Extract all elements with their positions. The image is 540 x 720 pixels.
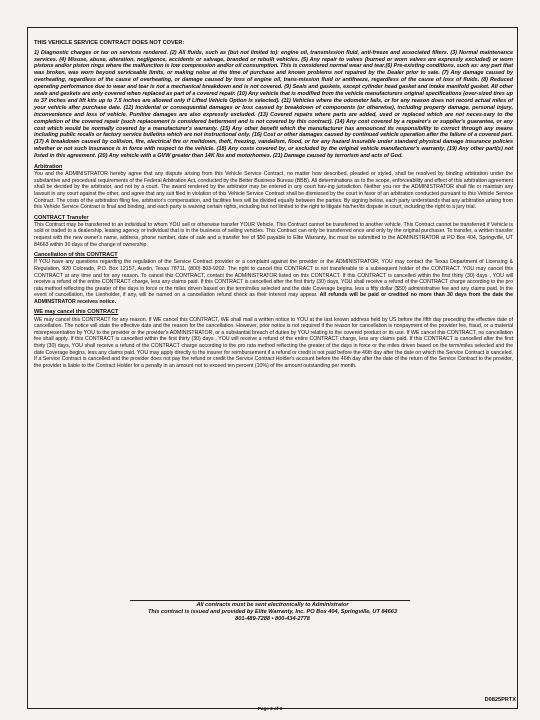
exclusions-body: 1) Diagnostic charges or tax on services rendered. (2) All fluids, such as (but not limited to): engine oil, transmission fluid, anti-freeze and associated filters. (3) Normal maintenance services. (4) Misuse, abuse, alteration, negligence, accidents or salvage, branded or rebuilt vehicles. (5) Any repair to valves (burned or worn valves are expressly excluded) or worn pistons and/or piston rings where the malfunction is low compression and/or oil consumption. This is considered normal wear and tear.(6) Pre-existing conditions, such as: any part that was broken, was worn beyond serviceable limits, or making noise at the time of purchase and known problems not repaired by the Dealer prior to sale. (7) Any damage caused by overheating, regardless of the cause of overheating, or damage caused by loss of engine oil, trans-mission fluid or antifreeze, regardless of the cause of loss of fluids. (8) Reduced operating performance due to wear and tear is not a mechanical breakdown and is not covered. (9) Seals and gaskets, except cylinder head gasket and intake manifold gasket. All other seals and gaskets are only covered when replaced as part of a covered repair. (10) Any vehicle that is modified from the vehicle manufacturers original specifications (over-sized tires up to 37 inches and lift kits up to 7.5 inches are allowed only if Lifted Vehicle Option is selected). (11) Vehicles where the odometer fails, or for any reason does not record actual miles of your vehicle after purchase date. (12) Incidental or consequential damages or loss caused by breakdown of components (or otherwise), including property damage, personal injury, inconvenience and loss of vehicle. Punitive damages are also expressly excluded. (13) Covered repairs where parts are added, used or replaced which are not neces-sary to the completion of the covered repair (such replacement is considered betterment and is not covered by this contract). (14) Any cost covered by a repairer's or supplier's guarantee, or any cost which would be normally covered by a manufacturer's warranty. (15) Any other benefit which the manufacturer has announced its responsibility to correct through any means including public recalls or factory service bulletins which are not instructional only. (16) Cost or other damages caused by continued vehicle operation after the failure of a covered part. (17) A breakdown caused by collision, fire, electrical fire or meltdown, theft, freezing, vandalism, flood, or for any hazard insurable under standard physical damage insurance policies whether or not such insurance is in force with respect to the vehicle. (18) Any costs covered by, or excluded by the original vehicle manufacturer's warranty. (19) Any other part(s) not listed in this agreement. (20) Any vehicle with a GVW greater than 14K lbs and motorhomes. (21) Damage caused by terrorism and acts of God. — [34, 49, 513, 160]
arbitration-section — [34, 164, 513, 211]
refund-timing-notice: All refunds will be paid or credited no more than 30 days from the date the ADMINSTRATOR receives notice. — [34, 292, 513, 305]
cancellation-body-wrapper — [34, 259, 513, 305]
we-cancel-body: WE may cancel this CONTRACT for any reason. If WE cancel this CONTRACT, WE shall mail a written notice to YOU at the last known address held by US before the fifth day preceding the effective date of cancellation. The notice will state the effective date and the reason for the cancellation. However, prior notice is not required if the reason for cancellation is nonpayment of the provider fee, fraud, or a material misrepresentation by YOU to the provider or the provider's ADMINISTRATOR, or a substantial breach of duties by YOU relating to the covered product or its use. If WE cancel this CONTRACT, no cancellation fee shall apply. If this CONTRACT is cancelled within the first thirty (30) days , YOU will receive a refund of the entire CONTRACT charge, less any claims paid. If this CONTRACT is cancelled after the first thirty (30) days, YOU shall receive a refund of the CONTRACT charge according to the pro rata method reflecting the greater of the days in force or the miles driven based on the term/miles selected and the date Coverage begins, less any claims paid. YOU may apply directly to the insurer for reimbursement if a refund or credit is not paid before the 46th day after the date on which the Service Contract is canceled. If a Service Contract is cancelled and the provider does not pay the refund or credit the Service Contract Holder's account before the 46th day after the date of the return of the Service Contract to the provider, the provider is liable to the Contract Holder for a penalty in an amount not to exceed ten percent (10%) of the amount outstanding per month. — [34, 316, 513, 369]
footer-line-1: All contracts must be sent electronically to Administrator — [196, 602, 349, 608]
exclusions-heading: THIS VEHICLE SERVICE CONTRACT DOES NOT COVER: — [34, 40, 185, 46]
cancellation-section — [34, 252, 513, 305]
footer-phone-numbers: 801-489-7288 • 800-434-2778 — [235, 616, 310, 623]
cancellation-body: If YOU have any questions regarding the regulation of the Service Contract provider or a complaint against the provider or the ADMINISTRATOR, YOU may contact the Texas Department of Licensing & Regulation, 920 Colorado, P.O. Box 12157, Austin, Texas 78711, (800) 803-9202. The right to cancel this CONTRACT is not transferable to a subsequent holder of the CONTRACT. YOU may cancel this CONTRACT at any time and for any reason. To cancel this CONTRACT, contact the ADMINISTRATOR listed on this CONTRACT. If this CONTRACT is cancelled within the first thirty (30) days , YOU will receive a refund of the entire CONTRACT charge, less any claims paid. If this CONTRACT is cancelled after the first thirty (30) days, YOU shall receive a refund of the CONTRACT charge according to the pro rata method reflecting the greater of the days in force or the miles driven based on the term/miles selected and the date Coverage begins, less a fifty dollar ($50) administrative fee and any claims paid. In the event of cancellation, the Lienholder, if any, will be named on a cancellation refund check as their interest may appear. — [34, 259, 513, 299]
arbitration-heading: Arbitration — [34, 164, 63, 171]
form-code: D0825PRTX — [484, 697, 516, 703]
exclusions-section — [34, 40, 513, 160]
page-number: Page 3 of 3 — [257, 706, 283, 711]
contract-content — [34, 40, 513, 369]
transfer-heading: CONTRACT Transfer — [34, 214, 89, 221]
footer — [27, 602, 518, 624]
footer-line-2: This contract is issued and provided by Elite Warranty, Inc. PO Box 404, Springville, UT 84663 — [148, 609, 397, 616]
cancellation-heading: Cancellation of this CONTRACT — [34, 252, 118, 259]
arbitration-body: You and the ADMINISTRATOR hereby agree that any dispute arising from this Vehicle Service Contract, no matter how described, pleaded or styled, shall be resolved by binding arbitration under the substantive and procedural requirements of the Federal Arbitration Act, conducted by the Better Business Bureau (BBB). All determinations as to the scope, enforceability and effect of this arbitration agreement shall be decided by the arbitrator, and not by a court. The award rendered by the arbitrator may be entered in any court hav-ing jurisdiction. Neither you nor the ADMINISTRATOR shall file or maintain any lawsuit in any court against the other, and agree that any suit filed in violation of this Vehicle Service Contract shall be dismissed by the court in favor of an arbitration conducted pursuant to this Vehicle Service Contract. The costs of the arbitration filing fee, arbitrator's compensation, and facilities fees will be divided equally between the parties. By signing below, each party understands that any arbitration arising from this Vehicle Service Contract is final and binding, and each party is waiving certain rights, including but not limited to the right to litigate his/her/its dispute in court, including the right to a jury trial. — [34, 171, 513, 211]
we-cancel-heading: WE may cancel this CONTRACT — [34, 309, 119, 316]
footer-divider — [130, 600, 410, 601]
we-cancel-section — [34, 309, 513, 369]
transfer-section — [34, 215, 513, 248]
transfer-body: This Contract may be transferred to an individual to whom YOU sell or otherwise transfer YOUR Vehicle. This Contract cannot be transferred to another vehicle. This Contract cannot be transferred if Vehicle is sold or traded to a dealership, leasing agency or individual that is in the business of selling vehicles. This Contract can only be transferred once and only by the original purchaser. To transfer, a written transfer request with the new owner's name, address, phone number, date of sale and a transfer fee of $50 payable to Elite Warranty, Inc must be submitted to the ADMINISTRATOR at PO Box 404, Springville, UT 84663 within 30 days of the change of ownership. — [34, 221, 513, 248]
